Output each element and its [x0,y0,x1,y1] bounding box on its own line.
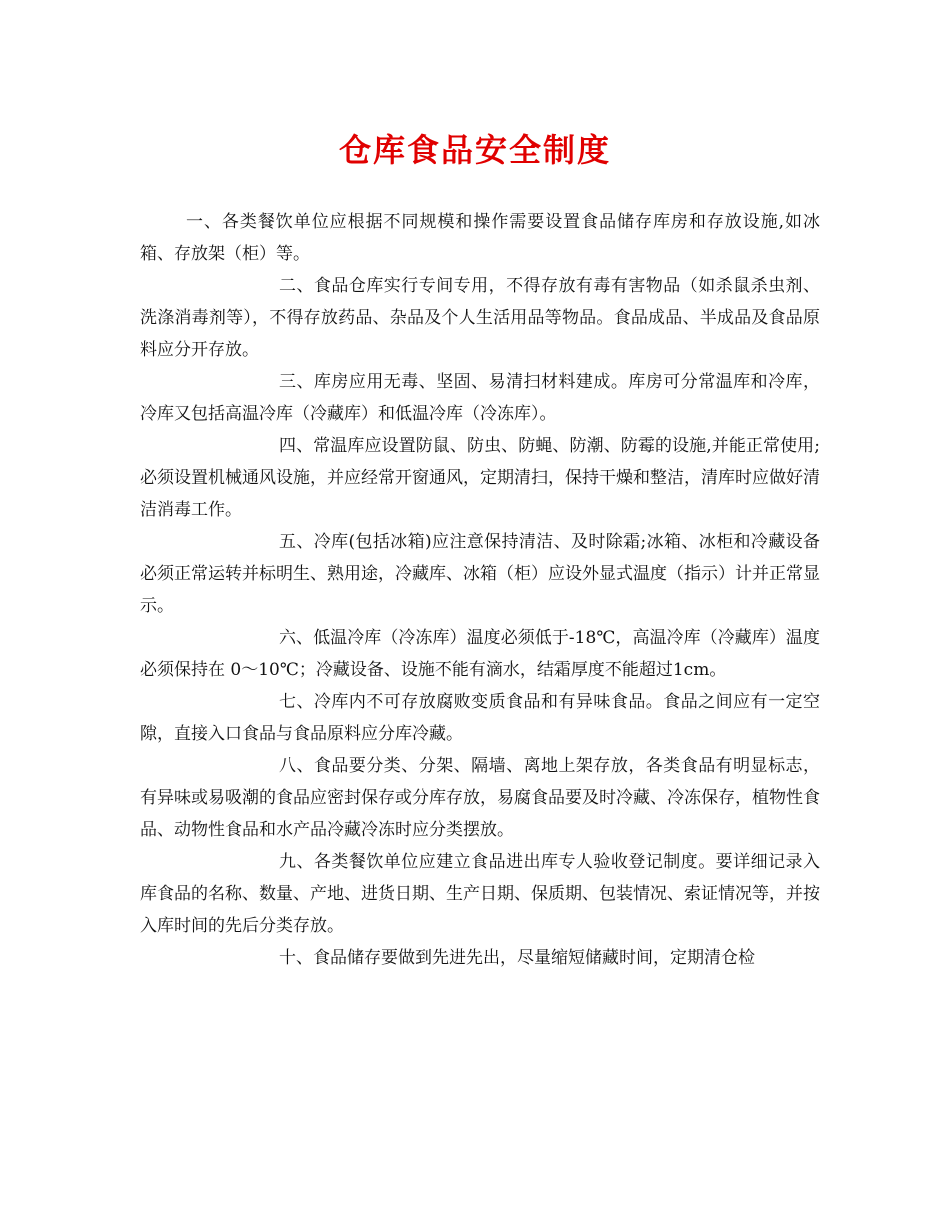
paragraph-8: 八、食品要分类、分架、隔墙、离地上架存放，各类食品有明显标志，有异味或易吸潮的食品应密封保存或分库存放，易腐食品要及时冷藏、冷冻保存，植物性食品、动物性食品和水产品冷藏冷冻时应分类摆放。 [140,756,820,840]
paragraph-1: 一、各类餐饮单位应根据不同规模和操作需要设置食品储存库房和存放设施,如冰箱、存放架（柜）等。 [140,212,820,264]
document-title: 仓库食品安全制度 [338,131,611,169]
paragraph-4: 四、常温库应设置防鼠、防虫、防蝇、防潮、防霉的设施,并能正常使用; 必须设置机械通风设施，并应经常开窗通风，定期清扫，保持干燥和整洁，清库时应做好清洁消毒工作。 [140,436,820,520]
paragraph-6: 六、低温冷库（冷冻库）温度必须低于-18℃，高温冷库（冷藏库）温度必须保持在 0～10℃；冷藏设备、设施不能有滴水，结霜厚度不能超过1cm。 [140,628,820,680]
document-body [140,206,820,974]
paragraph-10: 十、食品储存要做到先进先出，尽量缩短储藏时间，定期清仓检 [279,948,755,968]
paragraph-9: 九、各类餐饮单位应建立食品进出库专人验收登记制度。要详细记录入库食品的名称、数量、产地、进货日期、生产日期、保质期、包装情况、索证情况等，并按入库时间的先后分类存放。 [140,852,820,936]
paragraph-3: 三、库房应用无毒、坚固、易清扫材料建成。库房可分常温库和冷库，冷库又包括高温冷库（冷藏库）和低温冷库（冷冻库）。 [140,372,820,424]
paragraph-7: 七、冷库内不可存放腐败变质食品和有异味食品。食品之间应有一定空隙，直接入口食品与食品原料应分库冷藏。 [140,692,820,744]
paragraph-5: 五、冷库(包括冰箱)应注意保持清洁、及时除霜;冰箱、冰柜和冷藏设备必须正常运转并标明生、熟用途，冷藏库、冰箱（柜）应设外显式温度（指示）计并正常显示。 [140,532,820,616]
paragraph-2: 二、食品仓库实行专间专用，不得存放有毒有害物品（如杀鼠杀虫剂、洗涤消毒剂等），不得存放药品、杂品及个人生活用品等物品。食品成品、半成品及食品原料应分开存放。 [140,276,820,360]
